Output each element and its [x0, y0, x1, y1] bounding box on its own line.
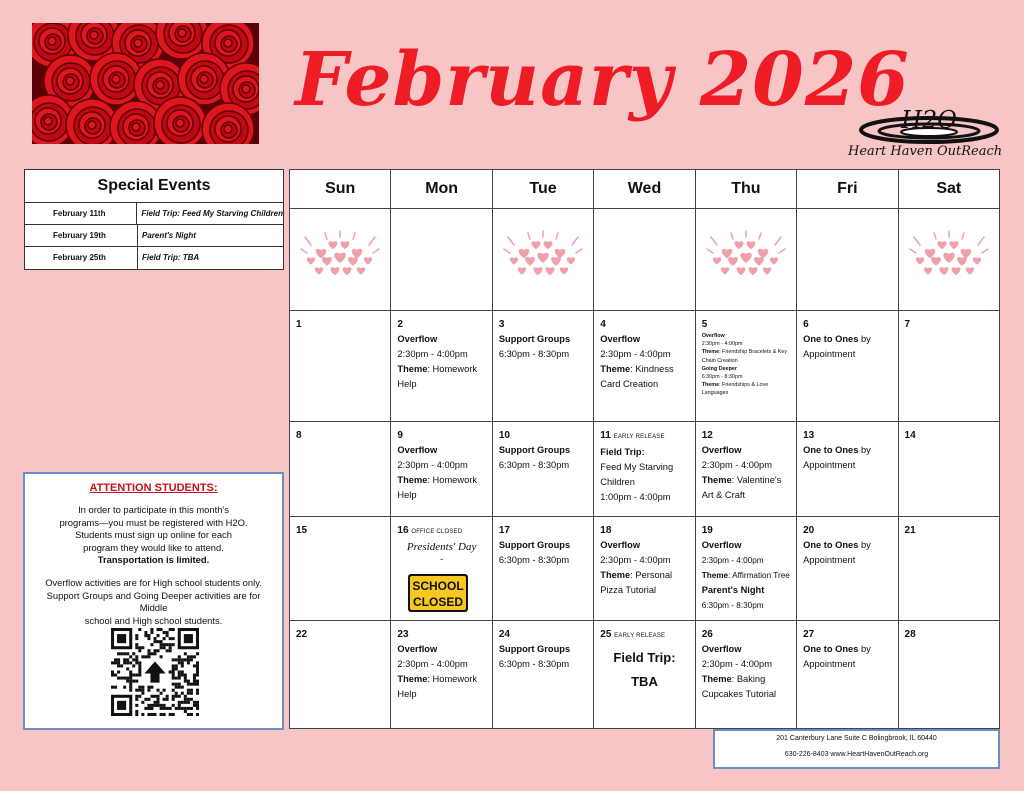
- day-tag: EARLY RELEASE: [613, 434, 665, 440]
- event-line: [702, 373, 790, 381]
- day-number-text: 4: [600, 319, 606, 330]
- event-line: [702, 348, 790, 356]
- event-text: Help: [397, 689, 417, 699]
- event-row: [25, 225, 283, 247]
- day-number-text: 15: [296, 525, 308, 536]
- day-number: [600, 627, 688, 644]
- event-text: by: [858, 334, 871, 344]
- event-text: Appointment: [803, 349, 856, 359]
- blank-cell: [898, 209, 999, 311]
- day-number-text: 16: [397, 525, 409, 536]
- event-line: [499, 538, 587, 553]
- day-cell[interactable]: [492, 517, 593, 621]
- event-date: February 25th: [25, 247, 138, 270]
- event-line: [702, 365, 790, 373]
- day-number: [397, 428, 485, 443]
- day-number-text: 9: [397, 430, 403, 441]
- special-events-table: [24, 169, 284, 270]
- event-line: [499, 347, 587, 362]
- day-number: [702, 428, 790, 443]
- address-line: 201 Canterbury Lane Suite C Bolingbrook, IL 60440: [776, 735, 937, 742]
- event-text: 6:30pm - 8:30pm: [498, 349, 570, 359]
- event-line: [397, 332, 485, 347]
- day-number-text: 22: [296, 629, 308, 640]
- day-cell[interactable]: [594, 422, 695, 517]
- day-cell[interactable]: [898, 621, 999, 729]
- event-text: Appointment: [803, 659, 856, 669]
- event-line: [499, 458, 587, 473]
- event-label: Support Groups: [498, 644, 571, 654]
- event-text: Cupcakes Tutorial: [701, 689, 777, 699]
- event-line: [600, 568, 688, 583]
- event-label: Support Groups: [498, 540, 571, 550]
- event-line: [397, 443, 485, 458]
- field-trip-text: Field Trip:: [613, 650, 676, 665]
- event-text: 2:30pm - 4:00pm: [701, 659, 772, 669]
- day-cell[interactable]: [492, 422, 593, 517]
- event-line: [600, 553, 688, 568]
- event-text: 6:30pm - 8:30pm: [498, 460, 570, 470]
- event-date: February 11th: [25, 203, 137, 224]
- event-text: Help: [397, 490, 417, 500]
- blank-cell: [391, 209, 492, 311]
- event-label: Theme: [600, 364, 631, 374]
- event-text: 6:30pm - 8:30pm: [701, 374, 743, 381]
- day-header: Thu: [695, 170, 796, 209]
- blank-cell: [797, 209, 898, 311]
- event-name: Field Trip: TBA: [142, 253, 200, 262]
- event-line: [397, 672, 485, 687]
- event-line: [803, 538, 891, 553]
- blank-cell: [594, 209, 695, 311]
- event-label: Overflow: [701, 644, 742, 654]
- day-number: [499, 627, 587, 642]
- day-number: [905, 627, 993, 642]
- day-number: [296, 317, 384, 332]
- day-number-text: 23: [397, 629, 409, 640]
- day-number: [397, 317, 485, 332]
- event-line: [600, 538, 688, 553]
- calendar-grid: [289, 169, 1000, 729]
- attention-line: Students must sign up online for each: [75, 529, 232, 541]
- event-line: [803, 657, 891, 672]
- event-line: [600, 445, 688, 460]
- day-cell[interactable]: [898, 311, 999, 422]
- h2o-logo-icon: [845, 104, 1017, 146]
- event-text: : Friendship Bracelets & Key: [719, 349, 788, 356]
- day-number: [296, 627, 384, 642]
- day-number-text: 20: [803, 525, 815, 536]
- event-text: Feed My Starving: [600, 462, 674, 472]
- day-number-text: 6: [803, 319, 809, 330]
- hearts-icon: [500, 229, 586, 285]
- day-number-text: 25: [600, 629, 612, 640]
- event-line: [499, 657, 587, 672]
- day-tag: OFFICE CLOSED: [411, 529, 463, 535]
- day-number: [600, 428, 688, 445]
- event-line: [702, 583, 790, 598]
- day-cell[interactable]: [797, 311, 898, 422]
- event-text: : Baking: [731, 674, 766, 684]
- event-line: [600, 377, 688, 392]
- event-text: 2:30pm - 4:00pm: [397, 349, 468, 359]
- event-line: [803, 347, 891, 362]
- attention-paragraph-2: [25, 577, 282, 627]
- event-line: [600, 362, 688, 377]
- day-number: [905, 317, 993, 332]
- event-text: 6:30pm - 8:30pm: [498, 555, 570, 565]
- day-number: [803, 428, 891, 443]
- event-name: Field Trip: Feed My Starving Children: [141, 209, 283, 218]
- event-text: Help: [397, 379, 417, 389]
- day-cell[interactable]: [391, 517, 492, 621]
- event-line: [600, 347, 688, 362]
- hearts-icon: [703, 229, 789, 285]
- day-cell[interactable]: [290, 422, 391, 517]
- event-label: Theme: [701, 382, 720, 389]
- event-label: One to Ones: [803, 644, 859, 654]
- day-cell[interactable]: [290, 517, 391, 621]
- day-number: [600, 317, 688, 332]
- event-line: [803, 553, 891, 568]
- event-label: Theme: [397, 364, 428, 374]
- event-text: Appointment: [803, 555, 856, 565]
- event-label: Overflow: [397, 334, 438, 344]
- event-line: [702, 598, 790, 613]
- day-number: [702, 317, 790, 332]
- event-line: [803, 642, 891, 657]
- event-label: Theme: [397, 674, 428, 684]
- event-line: [499, 443, 587, 458]
- event-line: [499, 642, 587, 657]
- day-cell[interactable]: [695, 422, 796, 517]
- event-text: Chain Creation: [701, 357, 738, 364]
- day-number: [499, 428, 587, 443]
- day-number: [397, 627, 485, 642]
- event-text: 1:00pm - 4:00pm: [600, 492, 671, 502]
- day-cell[interactable]: [492, 621, 593, 729]
- event-text: Card Creation: [600, 379, 659, 389]
- event-line: [702, 443, 790, 458]
- school-closed-text: CLOSED: [413, 595, 464, 609]
- event-label: One to Ones: [803, 445, 859, 455]
- event-label: Overflow: [397, 644, 438, 654]
- event-label: Theme: [701, 475, 732, 485]
- day-cell[interactable]: [695, 517, 796, 621]
- event-line: [397, 657, 485, 672]
- event-line: [397, 347, 485, 362]
- event-line: [600, 475, 688, 490]
- event-line: [397, 362, 485, 377]
- hearts-icon: [906, 229, 992, 285]
- day-number-text: 2: [397, 319, 403, 330]
- event-label: One to Ones: [803, 540, 859, 550]
- event-text: : Personal: [630, 570, 673, 580]
- event-label: Overflow: [701, 540, 742, 550]
- blank-cell: [492, 209, 593, 311]
- event-label: Overflow: [600, 540, 641, 550]
- day-number: [803, 627, 891, 642]
- transportation-note: Transportation is limited.: [97, 554, 210, 566]
- event-text: Pizza Tutorial: [600, 585, 657, 595]
- event-label: Overflow: [701, 445, 742, 455]
- page-title: February 2026: [295, 37, 910, 123]
- attention-line: In order to participate in this month's: [78, 504, 229, 516]
- day-number-text: 13: [803, 430, 815, 441]
- qr-code-icon[interactable]: [111, 628, 199, 716]
- day-number-text: 19: [701, 525, 713, 536]
- day-number-text: 1: [296, 319, 302, 330]
- day-cell[interactable]: [898, 517, 999, 621]
- day-number-text: 3: [498, 319, 505, 330]
- day-cell[interactable]: [391, 422, 492, 517]
- event-label: Theme: [701, 674, 732, 684]
- event-text: : Homework: [427, 674, 477, 684]
- event-label: Theme: [397, 475, 428, 485]
- day-number-text: 5: [701, 319, 708, 330]
- event-date: February 19th: [25, 225, 138, 246]
- day-cell[interactable]: [492, 311, 593, 422]
- event-line: [397, 642, 485, 657]
- day-number: [600, 523, 688, 538]
- event-label: Theme: [701, 349, 720, 356]
- day-cell[interactable]: [594, 517, 695, 621]
- event-line: [702, 340, 790, 348]
- event-line: [803, 443, 891, 458]
- attention-line: Overflow activities are for High school students only.: [45, 577, 262, 589]
- school-closed-text: SCHOOL: [412, 579, 465, 593]
- day-header: Sun: [290, 170, 391, 209]
- event-line: [397, 458, 485, 473]
- day-number-text: 18: [600, 525, 612, 536]
- attention-line: programs—you must be registered with H2O.: [59, 516, 248, 528]
- event-line: [702, 642, 790, 657]
- blank-cell: [290, 209, 391, 311]
- day-number-text: 26: [701, 629, 713, 640]
- day-number-text: 28: [904, 629, 916, 640]
- event-line: [702, 473, 790, 488]
- attention-heading: ATTENTION STUDENTS:: [89, 482, 218, 494]
- event-line: [702, 538, 790, 553]
- roses-photo: [32, 23, 259, 144]
- day-number: [702, 523, 790, 538]
- event-text: 6:30pm - 8:30pm: [701, 601, 764, 610]
- event-label: One to Ones: [803, 334, 859, 344]
- event-text: Children: [600, 477, 635, 487]
- event-line: [702, 458, 790, 473]
- day-number-text: 17: [498, 525, 510, 536]
- event-text: 2:30pm - 4:00pm: [397, 659, 468, 669]
- event-line: [702, 389, 790, 397]
- event-label: Overflow: [397, 445, 438, 455]
- event-line: [499, 553, 587, 568]
- event-line: [600, 490, 688, 505]
- day-header: Mon: [391, 170, 492, 209]
- event-label: Overflow: [600, 334, 641, 344]
- day-tag: EARLY RELEASE: [614, 633, 666, 639]
- event-line: [803, 458, 891, 473]
- logo-initials: H2O: [901, 106, 957, 134]
- blank-cell: [695, 209, 796, 311]
- holiday-dash: -: [440, 554, 444, 564]
- contact-line[interactable]: 630-226-8403 www.HeartHavenOutReach.org: [784, 751, 929, 758]
- event-text: 2:30pm - 4:00pm: [701, 556, 764, 565]
- school-closed-sign-icon: [407, 573, 469, 613]
- day-number-text: 12: [701, 430, 713, 441]
- event-line: [397, 473, 485, 488]
- event-line: [702, 568, 790, 583]
- day-number: [296, 428, 384, 443]
- event-text: 2:30pm - 4:00pm: [701, 460, 772, 470]
- logo-tagline: Heart Haven OutReach: [848, 144, 1003, 159]
- event-text: by: [858, 644, 871, 654]
- day-number: [803, 523, 891, 538]
- event-line: [600, 460, 688, 475]
- event-text: Appointment: [803, 460, 856, 470]
- event-label: Field Trip:: [600, 447, 645, 457]
- day-cell[interactable]: [594, 621, 695, 729]
- field-trip-text: TBA: [631, 674, 658, 689]
- day-cell[interactable]: [290, 621, 391, 729]
- event-text: : Homework: [427, 475, 477, 485]
- day-number: [905, 428, 993, 443]
- event-text: : Friendships & Love: [719, 382, 769, 389]
- event-text: 6:30pm - 8:30pm: [498, 659, 570, 669]
- event-label: Theme: [600, 570, 631, 580]
- event-label: Support Groups: [498, 334, 571, 344]
- event-text: : Kindness: [630, 364, 674, 374]
- event-text: 2:30pm - 4:00pm: [600, 349, 671, 359]
- event-name: Parent's Night: [142, 231, 196, 240]
- day-cell[interactable]: [290, 311, 391, 422]
- event-line: [600, 583, 688, 598]
- attention-box: [23, 472, 284, 730]
- special-events-title: Special Events: [25, 170, 283, 203]
- day-number-text: 21: [904, 525, 916, 536]
- attention-paragraph-1: [25, 504, 282, 566]
- event-line: [702, 553, 790, 568]
- day-number-text: 14: [904, 430, 916, 441]
- day-number: [803, 317, 891, 332]
- event-text: Languages: [701, 390, 729, 397]
- day-number-text: 7: [904, 319, 911, 330]
- event-row: [25, 247, 283, 270]
- day-header: Tue: [492, 170, 593, 209]
- day-cell[interactable]: [695, 311, 796, 422]
- day-number-text: 27: [803, 629, 815, 640]
- day-number: [905, 523, 993, 538]
- event-line: [499, 332, 587, 347]
- event-line: [702, 381, 790, 389]
- event-text: by: [858, 540, 871, 550]
- event-line: [803, 332, 891, 347]
- event-line: [397, 377, 485, 392]
- day-header: Sat: [898, 170, 999, 209]
- event-text: 2:30pm - 4:00pm: [397, 460, 468, 470]
- day-number: [499, 523, 587, 538]
- day-cell[interactable]: [695, 621, 796, 729]
- event-line: [702, 488, 790, 503]
- event-text: : Affirmation Tree: [728, 571, 790, 580]
- day-cell[interactable]: [797, 517, 898, 621]
- event-label: Overflow: [701, 333, 725, 339]
- day-cell[interactable]: [797, 621, 898, 729]
- event-text: 2:30pm - 4:00pm: [701, 341, 743, 348]
- event-label: Support Groups: [498, 445, 571, 455]
- event-line: [397, 488, 485, 503]
- event-line: [702, 357, 790, 365]
- holiday-name: Presidents' Day: [406, 541, 477, 553]
- event-label: Parent's Night: [701, 585, 765, 595]
- logo: [845, 104, 1017, 164]
- day-cell[interactable]: [391, 621, 492, 729]
- event-text: : Homework: [427, 364, 477, 374]
- day-cell[interactable]: [797, 422, 898, 517]
- event-text: 2:30pm - 4:00pm: [600, 555, 671, 565]
- address-box: [713, 729, 1000, 769]
- event-line: [702, 657, 790, 672]
- event-line: [600, 332, 688, 347]
- attention-line: school and High school students.: [84, 614, 223, 626]
- event-line: [702, 687, 790, 702]
- day-number-text: 10: [498, 430, 510, 441]
- day-number: [397, 523, 485, 540]
- event-line: [397, 687, 485, 702]
- day-header: Wed: [594, 170, 695, 209]
- day-number: [702, 627, 790, 642]
- attention-line: program they would like to attend.: [83, 541, 224, 553]
- day-cell[interactable]: [391, 311, 492, 422]
- day-cell[interactable]: [594, 311, 695, 422]
- event-text: : Valentine's: [731, 475, 782, 485]
- day-number-text: 24: [498, 629, 510, 640]
- day-number: [499, 317, 587, 332]
- event-line: [702, 332, 790, 340]
- hearts-icon: [297, 229, 383, 285]
- day-number-text: 11: [600, 430, 611, 441]
- event-label: Going Deeper: [701, 365, 738, 372]
- event-text: by: [858, 445, 871, 455]
- event-label: Theme: [701, 571, 729, 580]
- attention-line: Support Groups and Going Deeper activities are for Middle: [46, 589, 261, 614]
- day-cell[interactable]: [898, 422, 999, 517]
- day-number: [296, 523, 384, 538]
- event-row: [25, 203, 283, 225]
- event-text: Art & Craft: [701, 490, 746, 500]
- day-number-text: 8: [296, 430, 302, 441]
- day-header: Fri: [797, 170, 898, 209]
- event-line: [702, 672, 790, 687]
